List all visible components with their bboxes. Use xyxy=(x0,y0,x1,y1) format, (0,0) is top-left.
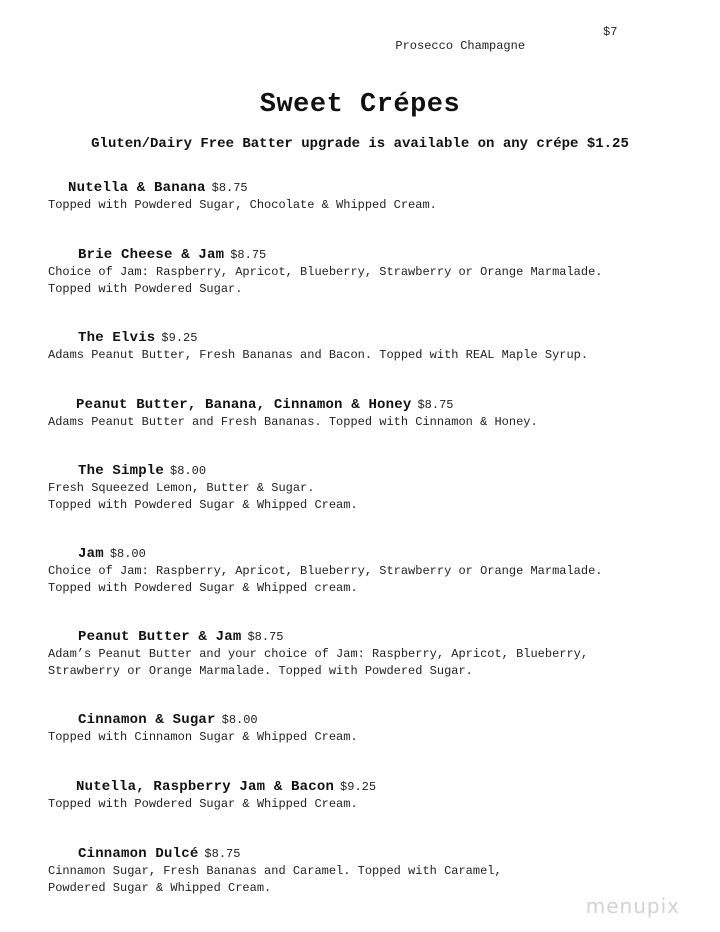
page-title: Sweet Crépes xyxy=(259,90,461,120)
menu-item-price: $8.75 xyxy=(247,630,284,644)
menu-item-description: Fresh Squeezed Lemon, Butter & Sugar. Topped with Powdered Sugar & Whipped Cream. xyxy=(48,481,358,512)
menu-item-description: Adam’s Peanut Butter and your choice of Jam: Raspberry, Apricot, Blueberry, Strawberry or Orange Marmalade. Topped with Powdered Sugar. xyxy=(48,647,589,678)
menu-item-description: Choice of Jam: Raspberry, Apricot, Blueberry, Strawberry or Orange Marmalade. Topped with Powdered Sugar. xyxy=(48,265,603,296)
menu-item-description: Topped with Powdered Sugar & Whipped Cream. xyxy=(48,797,358,811)
menu-item-name: The Elvis xyxy=(78,330,156,346)
menu-item xyxy=(48,845,708,896)
menu-item-description: Adams Peanut Butter, Fresh Bananas and Bacon. Topped with REAL Maple Syrup. xyxy=(48,348,589,362)
menu-item-price: $8.75 xyxy=(211,181,248,195)
header-drink-price: $7 xyxy=(603,25,618,39)
menu-item-name: Nutella & Banana xyxy=(68,180,206,196)
menu-item-description: Topped with Cinnamon Sugar & Whipped Cream. xyxy=(48,730,358,744)
menu-item-price: $8.00 xyxy=(109,547,146,561)
menu-item-name: Cinnamon & Sugar xyxy=(78,712,216,728)
menu-item xyxy=(48,462,708,513)
menu-item xyxy=(48,329,708,364)
menu-item-price: $9.25 xyxy=(161,331,198,345)
header-drink-line xyxy=(381,25,618,67)
menu-item-description: Cinnamon Sugar, Fresh Bananas and Caramel. Topped with Caramel, Powdered Sugar & Whipped Cream. xyxy=(48,864,502,895)
menu-item-name: The Simple xyxy=(78,463,165,479)
menu-item-price: $8.75 xyxy=(417,398,454,412)
menu-item xyxy=(48,179,708,214)
menu-item-price: $8.00 xyxy=(170,464,207,478)
menu-item-description: Adams Peanut Butter and Fresh Bananas. Topped with Cinnamon & Honey. xyxy=(48,415,538,429)
menu-item xyxy=(48,778,708,813)
menu-item-price: $8.75 xyxy=(204,847,241,861)
menu-item-name: Nutella, Raspberry Jam & Bacon xyxy=(76,779,335,795)
menu-item-price: $8.00 xyxy=(221,713,258,727)
menu-item-name: Peanut Butter & Jam xyxy=(78,629,242,645)
menu-item xyxy=(48,711,708,746)
menu-item-name: Cinnamon Dulcé xyxy=(78,846,199,862)
menu-item xyxy=(48,545,708,596)
menu-item-price: $8.75 xyxy=(230,248,267,262)
menu-item-name: Jam xyxy=(78,546,104,562)
menu-item xyxy=(48,628,708,679)
menu-item-name: Peanut Butter, Banana, Cinnamon & Honey xyxy=(76,397,412,413)
header-drink-name: Prosecco Champagne xyxy=(395,39,526,53)
menu-item xyxy=(48,246,708,297)
page-subtitle: Gluten/Dairy Free Batter upgrade is available on any crépe $1.25 xyxy=(91,136,629,152)
menu-item-price: $9.25 xyxy=(340,780,377,794)
watermark-logo: menupix xyxy=(585,894,680,918)
menu-item xyxy=(48,396,708,431)
menu-item-description: Topped with Powdered Sugar, Chocolate & Whipped Cream. xyxy=(48,198,437,212)
menu-item-name: Brie Cheese & Jam xyxy=(78,247,225,263)
menu-item-description: Choice of Jam: Raspberry, Apricot, Blueberry, Strawberry or Orange Marmalade. Topped with Powdered Sugar & Whipped cream. xyxy=(48,564,603,595)
